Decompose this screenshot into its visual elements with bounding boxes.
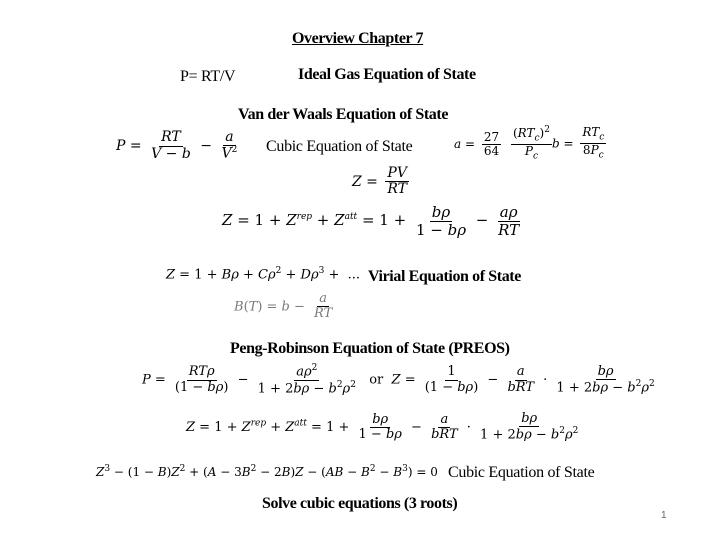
virial-equation: $Z = 1 + B\rho + C\rho^2 + D\rho^3$ + ... bbox=[166, 266, 361, 283]
vdw-equation: P = $\frac{RT}{V - b}$ − $\frac{a}{V^2}$ bbox=[116, 129, 238, 163]
compressibility-definition: Z = $\frac{PV}{RT}$ bbox=[352, 165, 408, 198]
pr-pressure-equation: P = $\frac{\text{RTρ}}{(1 - b\rho)}$ − $\frac{a\rho^2}{1 + 2b\rho - b^2\rho^2}$ or Z = $\frac{1}{(1 - b\rho)}$ − $\frac{a}{\text{bRT}}$ · $\frac{b\rho}{1 + 2b\rho - b^2\rho^2}$ bbox=[142, 363, 655, 396]
ideal-gas-label: Ideal Gas Equation of State bbox=[298, 66, 476, 83]
vdw-a-parameter: a = $\frac{27}{64}$ $\frac{(RT_c)^2}{P_c}$ bbox=[454, 125, 550, 162]
ideal-gas-equation: P= RT/V bbox=[180, 68, 236, 85]
page-number: 1 bbox=[661, 510, 667, 521]
vdw-label: Van der Waals Equation of State bbox=[238, 106, 449, 123]
pr-z-equation: $Z = 1 + Z^{rep} + Z^{att} = 1$ + $\frac{b\rho}{1 - b\rho}$ − $\frac{a}{\text{bRT}}$ · $\frac{b\rho}{1 + 2b\rho - b^2\rho^2}$ bbox=[186, 411, 579, 443]
pr-label: Peng-Robinson Equation of State (PREOS) bbox=[230, 340, 510, 357]
cubic-eos-label-2: Cubic Equation of State bbox=[448, 464, 595, 481]
vdw-z-equation: $Z = 1 + Z^{rep} + Z^{att} = 1$ + $\frac{b\rho}{1 - b\rho}$ − $\frac{a\rho}{RT}$ bbox=[222, 203, 520, 239]
virial-b-equation: B(T) = b − $\frac{a}{RT}$ bbox=[234, 291, 333, 322]
slide-title: Overview Chapter 7 bbox=[292, 30, 424, 47]
cubic-eos-label-1: Cubic Equation of State bbox=[266, 138, 413, 155]
vdw-b-parameter: b = $\frac{RT_c}{8P_c}$ bbox=[552, 125, 605, 161]
solve-cubic-label: Solve cubic equations (3 roots) bbox=[262, 495, 458, 512]
pr-cubic-equation: $Z^3 - (1 - B)Z^2 + (A - 3B^2 - 2B)Z - (AB - B^2 - B^3) = 0$ bbox=[96, 464, 438, 479]
virial-label: Virial Equation of State bbox=[368, 268, 521, 285]
